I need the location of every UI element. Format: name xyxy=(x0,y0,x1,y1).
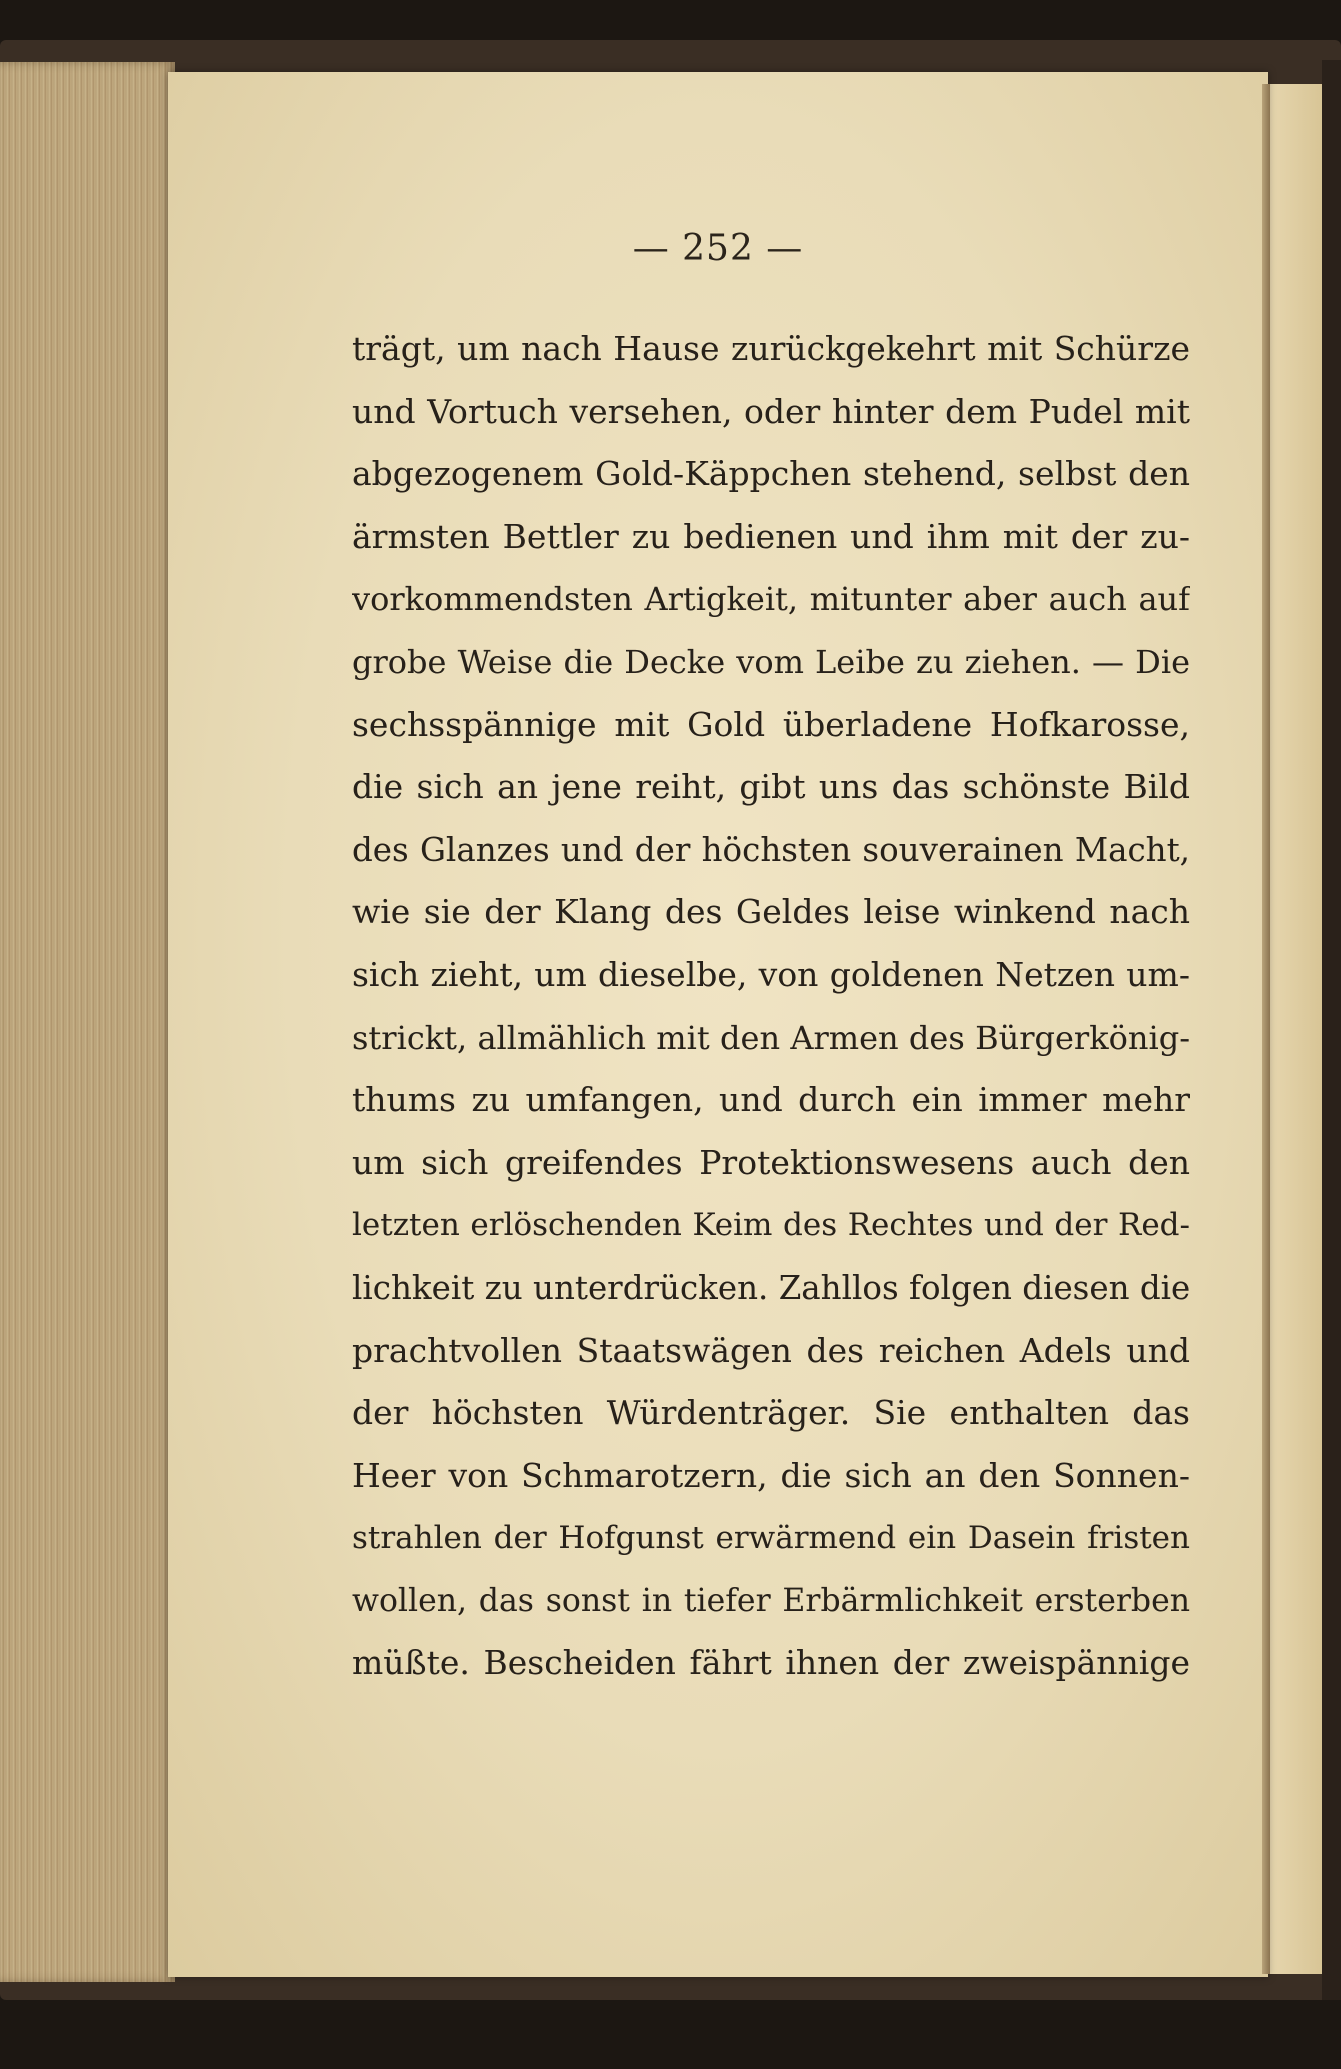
text-line: trägt, um nach Hause zurückgekehrt mit Schürze xyxy=(352,329,1190,368)
facing-page-edge xyxy=(1270,84,1322,1974)
text-line: der höchsten Würdenträger. Sie enthalten das xyxy=(352,1393,1190,1433)
text-line: thums zu umfangen, und durch ein immer mehr xyxy=(352,1080,1190,1120)
page-gutter xyxy=(1262,84,1270,1974)
body-text xyxy=(352,318,1190,1695)
text-line: strahlen der Hofgunst erwärmend ein Dasein fristen xyxy=(352,1520,1190,1557)
text-line: strickt, allmählich mit den Armen des Bürgerkönig- xyxy=(352,1018,1190,1057)
text-line: des Glanzes und der höchsten souverainen Macht, xyxy=(352,830,1190,869)
text-line: lichkeit zu unterdrücken. Zahllos folgen diesen die xyxy=(352,1268,1190,1307)
text-line: prachtvollen Staatswägen des reichen Adels und xyxy=(352,1330,1190,1370)
text-line: sich zieht, um dieselbe, von goldenen Netzen um- xyxy=(352,954,1190,994)
text-line: um sich greifendes Protektionswesens auch den xyxy=(352,1142,1190,1182)
text-line: müßte. Bescheiden fährt ihnen der zweispännige xyxy=(352,1643,1190,1683)
text-line: letzten erlöschenden Keim des Rechtes und der Red- xyxy=(352,1207,1190,1244)
text-line: abgezogenem Gold-Käppchen stehend, selbst den xyxy=(352,454,1190,494)
text-line: grobe Weise die Decke vom Leibe zu ziehen. — Die xyxy=(352,642,1190,681)
text-line: vorkommendsten Artigkeit, mitunter aber auch auf xyxy=(352,580,1190,619)
text-line: Heer von Schmarotzern, die sich an den Sonnen- xyxy=(352,1455,1190,1495)
text-line: sechsspännige mit Gold überladene Hofkarosse, xyxy=(352,704,1190,744)
text-line: und Vortuch versehen, oder hinter dem Pudel mit xyxy=(352,391,1190,431)
text-line: wie sie der Klang des Geldes leise winkend nach xyxy=(352,892,1190,932)
page-edges xyxy=(0,62,175,1982)
page-number: — 252 — xyxy=(632,228,804,269)
text-line: ärmsten Bettler zu bedienen und ihm mit der zu- xyxy=(352,516,1190,556)
text-line: wollen, das sonst in tiefer Erbärmlichkeit ersterben xyxy=(352,1582,1190,1619)
book-spine xyxy=(1322,60,1341,2000)
text-line: die sich an jene reiht, gibt uns das schönste Bild xyxy=(352,767,1190,807)
